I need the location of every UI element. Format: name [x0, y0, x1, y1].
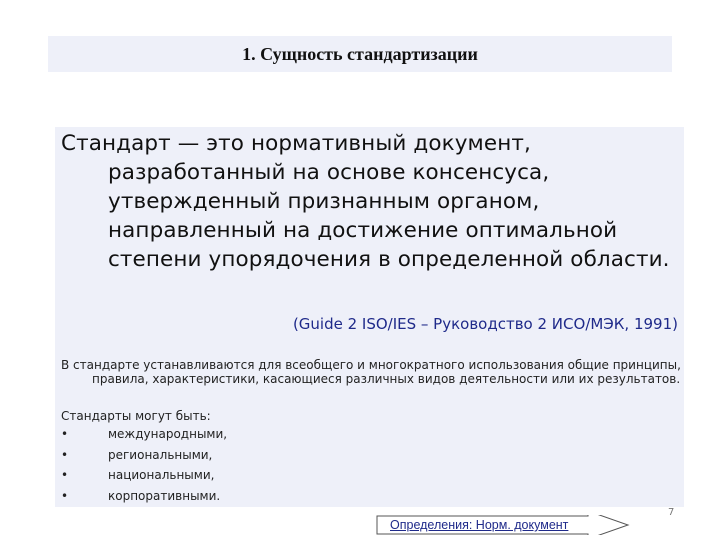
source-citation: (Guide 2 ISO/IES – Руководство 2 ИСО/МЭК, 1991) [292, 315, 678, 333]
definition-text: — это нормативный документ, разработанный на основе консенсуса, утвержденный признанным органом, направленный на достижение оптимальной степени упорядочения в определенной области. [108, 131, 670, 272]
slide-title: 1. Сущность стандартизации [242, 43, 478, 64]
types-heading: Стандарты могут быть: [61, 409, 211, 423]
title-bar [48, 36, 672, 72]
bullet-icon: • [61, 447, 69, 462]
list-item-label: региональными, [108, 447, 213, 462]
list-item-label: международными, [108, 427, 228, 441]
content-box [55, 127, 684, 507]
bullet-icon: • [61, 488, 69, 503]
definition-term: Стандарт [61, 131, 171, 156]
page-number: 7 [668, 507, 675, 518]
list-item-label: национальными, [108, 468, 215, 482]
standard-description: В стандарте устанавливаются для всеобщего и многократного использования общие принципы, правила, характеристики, касающиеся различных видов деятельности или их результатов. [61, 358, 681, 386]
list-item-label: корпоративными. [108, 488, 221, 503]
definition-paragraph [61, 129, 708, 274]
nav-link-label: Определения: Норм. документ [390, 518, 569, 532]
bullet-icon: • [61, 468, 69, 482]
bullet-icon: • [61, 427, 69, 441]
definitions-nav-button[interactable] [376, 515, 630, 535]
